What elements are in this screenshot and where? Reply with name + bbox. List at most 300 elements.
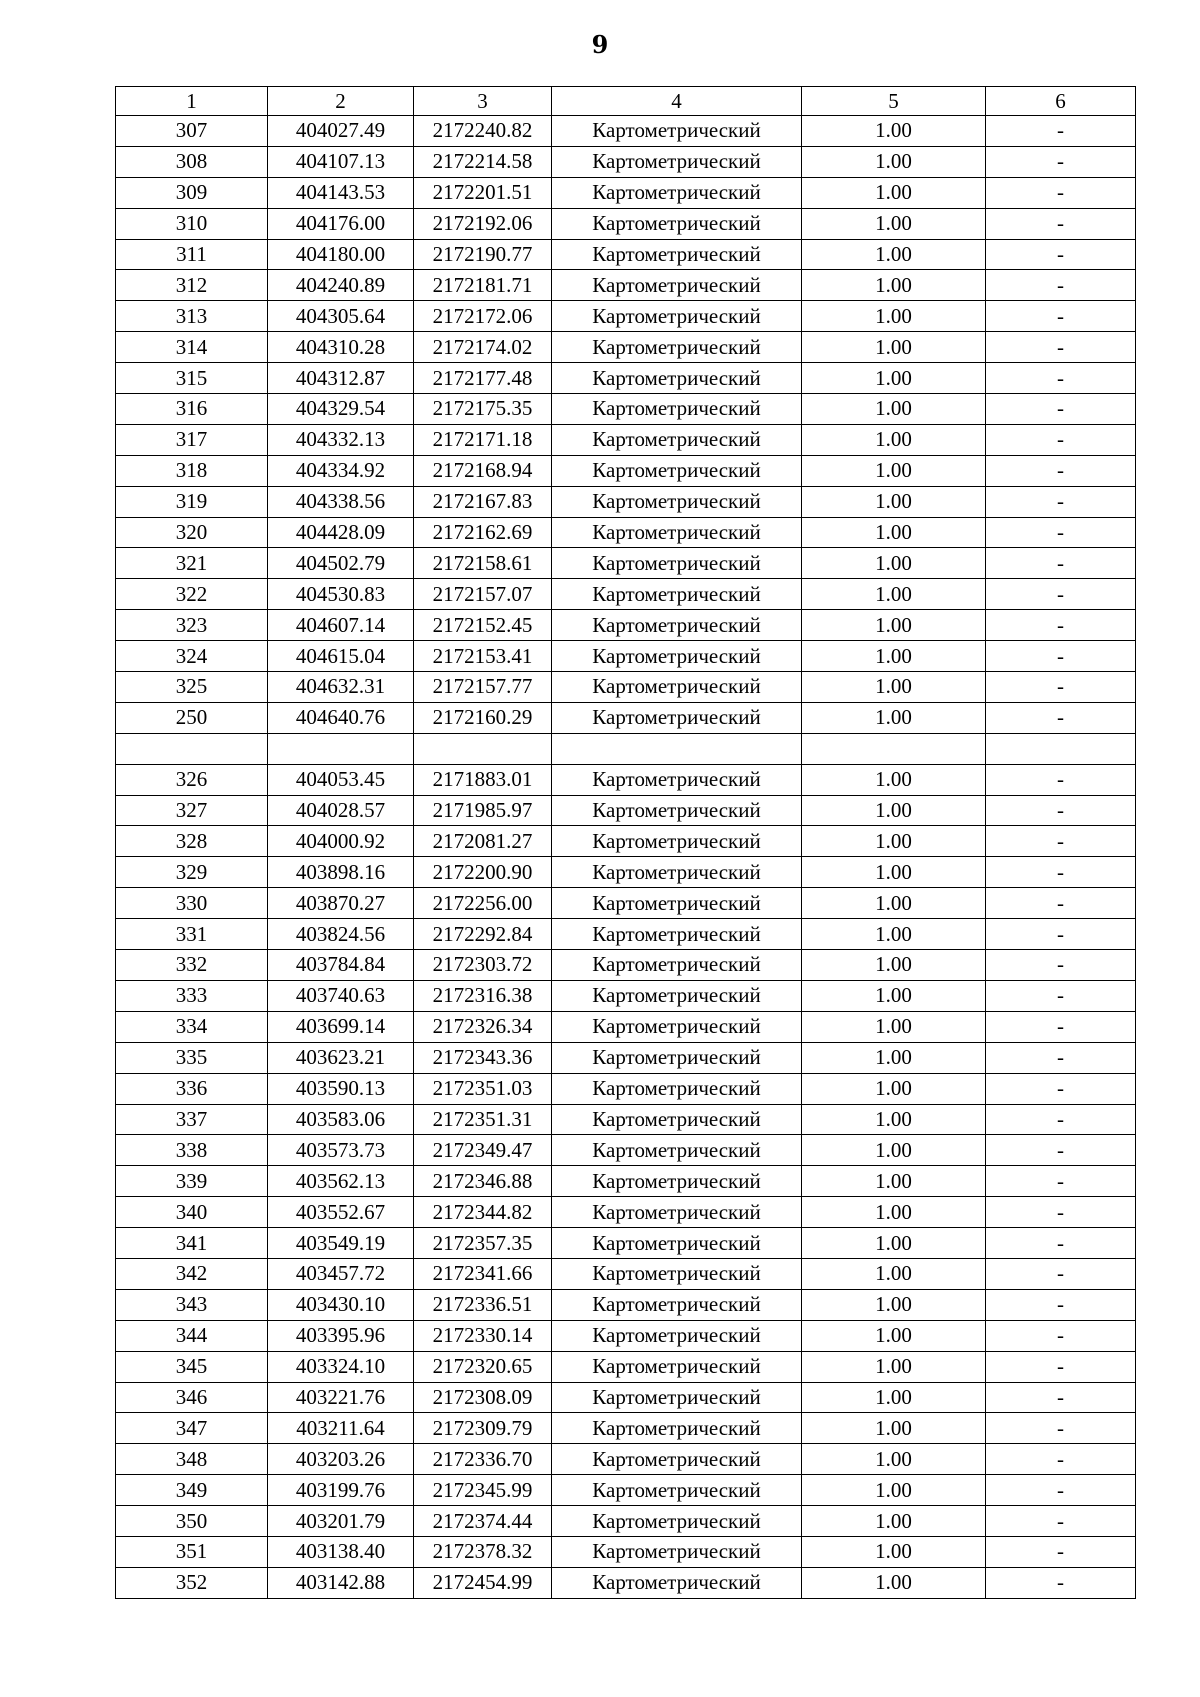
description-cell: - [986,1351,1136,1382]
y-coordinate-cell: 2172168.94 [414,455,552,486]
accuracy-cell: 1.00 [802,610,986,641]
x-coordinate-cell: 403898.16 [268,857,414,888]
accuracy-cell: 1.00 [802,116,986,147]
description-cell: - [986,486,1136,517]
x-coordinate-cell: 403623.21 [268,1042,414,1073]
x-coordinate-cell: 403203.26 [268,1444,414,1475]
x-coordinate-cell: 403199.76 [268,1475,414,1506]
x-coordinate-cell: 404240.89 [268,270,414,301]
table-row [116,950,1136,981]
point-number-cell: 310 [116,208,268,239]
accuracy-cell: 1.00 [802,486,986,517]
description-cell: - [986,1073,1136,1104]
method-cell: Картометрический [552,1382,802,1413]
accuracy-cell: 1.00 [802,1382,986,1413]
description-cell: - [986,579,1136,610]
point-number-cell: 351 [116,1536,268,1567]
accuracy-cell: 1.00 [802,1536,986,1567]
column-header-1: 1 [116,87,268,116]
method-cell: Картометрический [552,1351,802,1382]
method-cell: Картометрический [552,1258,802,1289]
description-cell: - [986,1382,1136,1413]
x-coordinate-cell: 403870.27 [268,888,414,919]
y-coordinate-cell: 2172160.29 [414,702,552,733]
table-row [116,1351,1136,1382]
table-row [116,919,1136,950]
accuracy-cell: 1.00 [802,919,986,950]
x-coordinate-cell: 403138.40 [268,1536,414,1567]
x-coordinate-cell: 404632.31 [268,672,414,703]
method-cell: Картометрический [552,1042,802,1073]
y-coordinate-cell: 2171985.97 [414,795,552,826]
table-row [116,795,1136,826]
table-row [116,672,1136,703]
x-coordinate-cell: 404305.64 [268,301,414,332]
table-row [116,332,1136,363]
y-coordinate-cell: 2172308.09 [414,1382,552,1413]
method-cell: Картометрический [552,1011,802,1042]
point-number-cell: 350 [116,1506,268,1537]
point-number-cell: 327 [116,795,268,826]
method-cell: Картометрический [552,517,802,548]
point-number-cell: 332 [116,950,268,981]
table-row [116,826,1136,857]
table-row [116,1228,1136,1259]
y-coordinate-cell: 2172351.31 [414,1104,552,1135]
table-row [116,764,1136,795]
x-coordinate-cell: 404000.92 [268,826,414,857]
x-coordinate-cell: 403430.10 [268,1289,414,1320]
x-coordinate-cell: 403324.10 [268,1351,414,1382]
method-cell: Картометрический [552,1166,802,1197]
x-coordinate-cell: 403583.06 [268,1104,414,1135]
y-coordinate-cell: 2172336.70 [414,1444,552,1475]
column-header-5: 5 [802,87,986,116]
accuracy-cell: 1.00 [802,332,986,363]
y-coordinate-cell: 2172181.71 [414,270,552,301]
description-cell: - [986,208,1136,239]
method-cell: Картометрический [552,239,802,270]
method-cell: Картометрический [552,610,802,641]
x-coordinate-cell: 404615.04 [268,641,414,672]
y-coordinate-cell: 2171883.01 [414,764,552,795]
description-cell: - [986,641,1136,672]
table-row [116,1073,1136,1104]
accuracy-cell: 1.00 [802,1104,986,1135]
y-coordinate-cell: 2172378.32 [414,1536,552,1567]
column-header-6: 6 [986,87,1136,116]
coordinates-table [115,86,1136,1599]
description-cell: - [986,239,1136,270]
point-number-cell: 330 [116,888,268,919]
method-cell: Картометрический [552,1536,802,1567]
description-cell: - [986,672,1136,703]
table-row [116,270,1136,301]
method-cell: Картометрический [552,950,802,981]
table-row [116,1382,1136,1413]
table-row [116,517,1136,548]
x-coordinate-cell: 403699.14 [268,1011,414,1042]
x-coordinate-cell: 403590.13 [268,1073,414,1104]
y-coordinate-cell: 2172081.27 [414,826,552,857]
point-number-cell: 344 [116,1320,268,1351]
y-coordinate-cell: 2172292.84 [414,919,552,950]
point-number-cell: 328 [116,826,268,857]
table-row [116,1506,1136,1537]
description-cell: - [986,1320,1136,1351]
point-number-cell: 338 [116,1135,268,1166]
y-coordinate-cell: 2172177.48 [414,363,552,394]
x-coordinate-cell: 403573.73 [268,1135,414,1166]
accuracy-cell: 1.00 [802,702,986,733]
description-cell: - [986,764,1136,795]
table-row [116,641,1136,672]
point-number-cell: 308 [116,146,268,177]
column-header-4: 4 [552,87,802,116]
y-coordinate-cell: 2172152.45 [414,610,552,641]
y-coordinate-cell: 2172316.38 [414,980,552,1011]
method-cell: Картометрический [552,1413,802,1444]
table-row [116,116,1136,147]
description-cell: - [986,1413,1136,1444]
x-coordinate-cell: 404310.28 [268,332,414,363]
description-cell: - [986,1135,1136,1166]
x-coordinate-cell: 404143.53 [268,177,414,208]
accuracy-cell: 1.00 [802,795,986,826]
table-row [116,1567,1136,1598]
method-cell: Картометрический [552,394,802,425]
table-row [116,1413,1136,1444]
table-row [116,579,1136,610]
y-coordinate-cell: 2172240.82 [414,116,552,147]
description-cell: - [986,1197,1136,1228]
x-coordinate-cell: 403562.13 [268,1166,414,1197]
description-cell: - [986,1042,1136,1073]
x-coordinate-cell: 404027.49 [268,116,414,147]
method-cell: Картометрический [552,980,802,1011]
column-header-2: 2 [268,87,414,116]
table-row [116,1104,1136,1135]
description-cell: - [986,1258,1136,1289]
x-coordinate-cell: 403552.67 [268,1197,414,1228]
table-row [116,1197,1136,1228]
y-coordinate-cell [414,733,552,764]
method-cell: Картометрический [552,1567,802,1598]
y-coordinate-cell: 2172357.35 [414,1228,552,1259]
x-coordinate-cell: 404332.13 [268,424,414,455]
method-cell [552,733,802,764]
point-number-cell: 349 [116,1475,268,1506]
accuracy-cell: 1.00 [802,888,986,919]
description-cell: - [986,1104,1136,1135]
point-number-cell: 333 [116,980,268,1011]
x-coordinate-cell: 404530.83 [268,579,414,610]
table-row [116,455,1136,486]
y-coordinate-cell: 2172192.06 [414,208,552,239]
x-coordinate-cell: 403549.19 [268,1228,414,1259]
description-cell: - [986,455,1136,486]
y-coordinate-cell: 2172201.51 [414,177,552,208]
point-number-cell: 313 [116,301,268,332]
x-coordinate-cell: 404502.79 [268,548,414,579]
page-number: 9 [591,30,609,59]
point-number-cell: 345 [116,1351,268,1382]
description-cell: - [986,1506,1136,1537]
point-number-cell: 352 [116,1567,268,1598]
table-row [116,239,1136,270]
method-cell: Картометрический [552,641,802,672]
point-number-cell: 340 [116,1197,268,1228]
y-coordinate-cell: 2172256.00 [414,888,552,919]
method-cell: Картометрический [552,116,802,147]
accuracy-cell: 1.00 [802,363,986,394]
accuracy-cell: 1.00 [802,208,986,239]
x-coordinate-cell: 404028.57 [268,795,414,826]
y-coordinate-cell: 2172190.77 [414,239,552,270]
y-coordinate-cell: 2172153.41 [414,641,552,672]
description-cell: - [986,1011,1136,1042]
y-coordinate-cell: 2172351.03 [414,1073,552,1104]
table-row [116,888,1136,919]
x-coordinate-cell: 403457.72 [268,1258,414,1289]
x-coordinate-cell: 404176.00 [268,208,414,239]
x-coordinate-cell: 404312.87 [268,363,414,394]
x-coordinate-cell: 403395.96 [268,1320,414,1351]
table-row [116,548,1136,579]
accuracy-cell: 1.00 [802,1166,986,1197]
description-cell: - [986,517,1136,548]
method-cell: Картометрический [552,1475,802,1506]
y-coordinate-cell: 2172167.83 [414,486,552,517]
table-row [116,208,1136,239]
point-number-cell: 347 [116,1413,268,1444]
method-cell: Картометрический [552,1444,802,1475]
point-number-cell: 337 [116,1104,268,1135]
description-cell: - [986,1289,1136,1320]
accuracy-cell: 1.00 [802,579,986,610]
method-cell: Картометрический [552,579,802,610]
description-cell: - [986,424,1136,455]
description-cell: - [986,177,1136,208]
accuracy-cell: 1.00 [802,950,986,981]
point-number-cell: 334 [116,1011,268,1042]
y-coordinate-cell: 2172374.44 [414,1506,552,1537]
method-cell: Картометрический [552,1104,802,1135]
accuracy-cell: 1.00 [802,177,986,208]
table-row [116,980,1136,1011]
point-number-cell: 326 [116,764,268,795]
point-number-cell: 336 [116,1073,268,1104]
description-cell: - [986,270,1136,301]
accuracy-cell: 1.00 [802,548,986,579]
accuracy-cell: 1.00 [802,517,986,548]
description-cell: - [986,980,1136,1011]
column-header-3: 3 [414,87,552,116]
x-coordinate-cell: 403784.84 [268,950,414,981]
header-row [116,87,1136,116]
x-coordinate-cell: 403221.76 [268,1382,414,1413]
x-coordinate-cell: 403740.63 [268,980,414,1011]
point-number-cell: 312 [116,270,268,301]
description-cell: - [986,826,1136,857]
accuracy-cell: 1.00 [802,239,986,270]
x-coordinate-cell: 404180.00 [268,239,414,270]
accuracy-cell: 1.00 [802,1228,986,1259]
method-cell: Картометрический [552,1197,802,1228]
x-coordinate-cell: 404334.92 [268,455,414,486]
point-number-cell: 316 [116,394,268,425]
accuracy-cell: 1.00 [802,1135,986,1166]
method-cell: Картометрический [552,548,802,579]
x-coordinate-cell: 404428.09 [268,517,414,548]
description-cell: - [986,1228,1136,1259]
y-coordinate-cell: 2172330.14 [414,1320,552,1351]
y-coordinate-cell: 2172343.36 [414,1042,552,1073]
y-coordinate-cell: 2172157.77 [414,672,552,703]
method-cell: Картометрический [552,1506,802,1537]
description-cell: - [986,363,1136,394]
method-cell: Картометрический [552,888,802,919]
accuracy-cell: 1.00 [802,394,986,425]
table-row [116,1536,1136,1567]
accuracy-cell: 1.00 [802,1197,986,1228]
accuracy-cell: 1.00 [802,1413,986,1444]
x-coordinate-cell: 403211.64 [268,1413,414,1444]
accuracy-cell: 1.00 [802,1475,986,1506]
accuracy-cell: 1.00 [802,1506,986,1537]
y-coordinate-cell: 2172454.99 [414,1567,552,1598]
point-number-cell: 329 [116,857,268,888]
description-cell: - [986,610,1136,641]
accuracy-cell: 1.00 [802,764,986,795]
point-number-cell [116,733,268,764]
method-cell: Картометрический [552,424,802,455]
table-row [116,1258,1136,1289]
accuracy-cell: 1.00 [802,857,986,888]
table-header [116,87,1136,116]
method-cell: Картометрический [552,208,802,239]
point-number-cell: 339 [116,1166,268,1197]
y-coordinate-cell: 2172336.51 [414,1289,552,1320]
description-cell: - [986,702,1136,733]
accuracy-cell: 1.00 [802,1289,986,1320]
point-number-cell: 321 [116,548,268,579]
accuracy-cell: 1.00 [802,270,986,301]
y-coordinate-cell: 2172200.90 [414,857,552,888]
table-row [116,146,1136,177]
point-number-cell: 317 [116,424,268,455]
description-cell [986,733,1136,764]
method-cell: Картометрический [552,301,802,332]
point-number-cell: 324 [116,641,268,672]
table-row [116,1135,1136,1166]
method-cell: Картометрический [552,486,802,517]
x-coordinate-cell: 403142.88 [268,1567,414,1598]
point-number-cell: 343 [116,1289,268,1320]
y-coordinate-cell: 2172172.06 [414,301,552,332]
y-coordinate-cell: 2172344.82 [414,1197,552,1228]
method-cell: Картометрический [552,177,802,208]
table-row [116,177,1136,208]
y-coordinate-cell: 2172320.65 [414,1351,552,1382]
accuracy-cell: 1.00 [802,1444,986,1475]
description-cell: - [986,950,1136,981]
point-number-cell: 335 [116,1042,268,1073]
point-number-cell: 342 [116,1258,268,1289]
accuracy-cell: 1.00 [802,146,986,177]
y-coordinate-cell: 2172303.72 [414,950,552,981]
accuracy-cell: 1.00 [802,1567,986,1598]
description-cell: - [986,332,1136,363]
y-coordinate-cell: 2172171.18 [414,424,552,455]
description-cell: - [986,146,1136,177]
method-cell: Картометрический [552,795,802,826]
description-cell: - [986,1567,1136,1598]
method-cell: Картометрический [552,672,802,703]
y-coordinate-cell: 2172309.79 [414,1413,552,1444]
method-cell: Картометрический [552,1135,802,1166]
y-coordinate-cell: 2172326.34 [414,1011,552,1042]
point-number-cell: 311 [116,239,268,270]
point-number-cell: 341 [116,1228,268,1259]
table-row [116,1289,1136,1320]
method-cell: Картометрический [552,332,802,363]
description-cell: - [986,857,1136,888]
accuracy-cell: 1.00 [802,1011,986,1042]
accuracy-cell: 1.00 [802,1042,986,1073]
y-coordinate-cell: 2172214.58 [414,146,552,177]
method-cell: Картометрический [552,455,802,486]
method-cell: Картометрический [552,919,802,950]
x-coordinate-cell: 404607.14 [268,610,414,641]
point-number-cell: 346 [116,1382,268,1413]
accuracy-cell: 1.00 [802,1258,986,1289]
point-number-cell: 314 [116,332,268,363]
method-cell: Картометрический [552,1289,802,1320]
accuracy-cell: 1.00 [802,455,986,486]
accuracy-cell: 1.00 [802,1320,986,1351]
accuracy-cell: 1.00 [802,641,986,672]
accuracy-cell: 1.00 [802,1351,986,1382]
method-cell: Картометрический [552,270,802,301]
method-cell: Картометрический [552,363,802,394]
table-row [116,363,1136,394]
table-row [116,1475,1136,1506]
accuracy-cell: 1.00 [802,1073,986,1104]
description-cell: - [986,1536,1136,1567]
accuracy-cell: 1.00 [802,424,986,455]
point-number-cell: 320 [116,517,268,548]
method-cell: Картометрический [552,857,802,888]
description-cell: - [986,116,1136,147]
table-row [116,1444,1136,1475]
x-coordinate-cell: 403824.56 [268,919,414,950]
point-number-cell: 319 [116,486,268,517]
method-cell: Картометрический [552,764,802,795]
point-number-cell: 322 [116,579,268,610]
description-cell: - [986,1166,1136,1197]
table-row [116,702,1136,733]
point-number-cell: 309 [116,177,268,208]
method-cell: Картометрический [552,146,802,177]
y-coordinate-cell: 2172345.99 [414,1475,552,1506]
method-cell: Картометрический [552,826,802,857]
point-number-cell: 250 [116,702,268,733]
description-cell: - [986,548,1136,579]
accuracy-cell: 1.00 [802,826,986,857]
point-number-cell: 323 [116,610,268,641]
description-cell: - [986,888,1136,919]
